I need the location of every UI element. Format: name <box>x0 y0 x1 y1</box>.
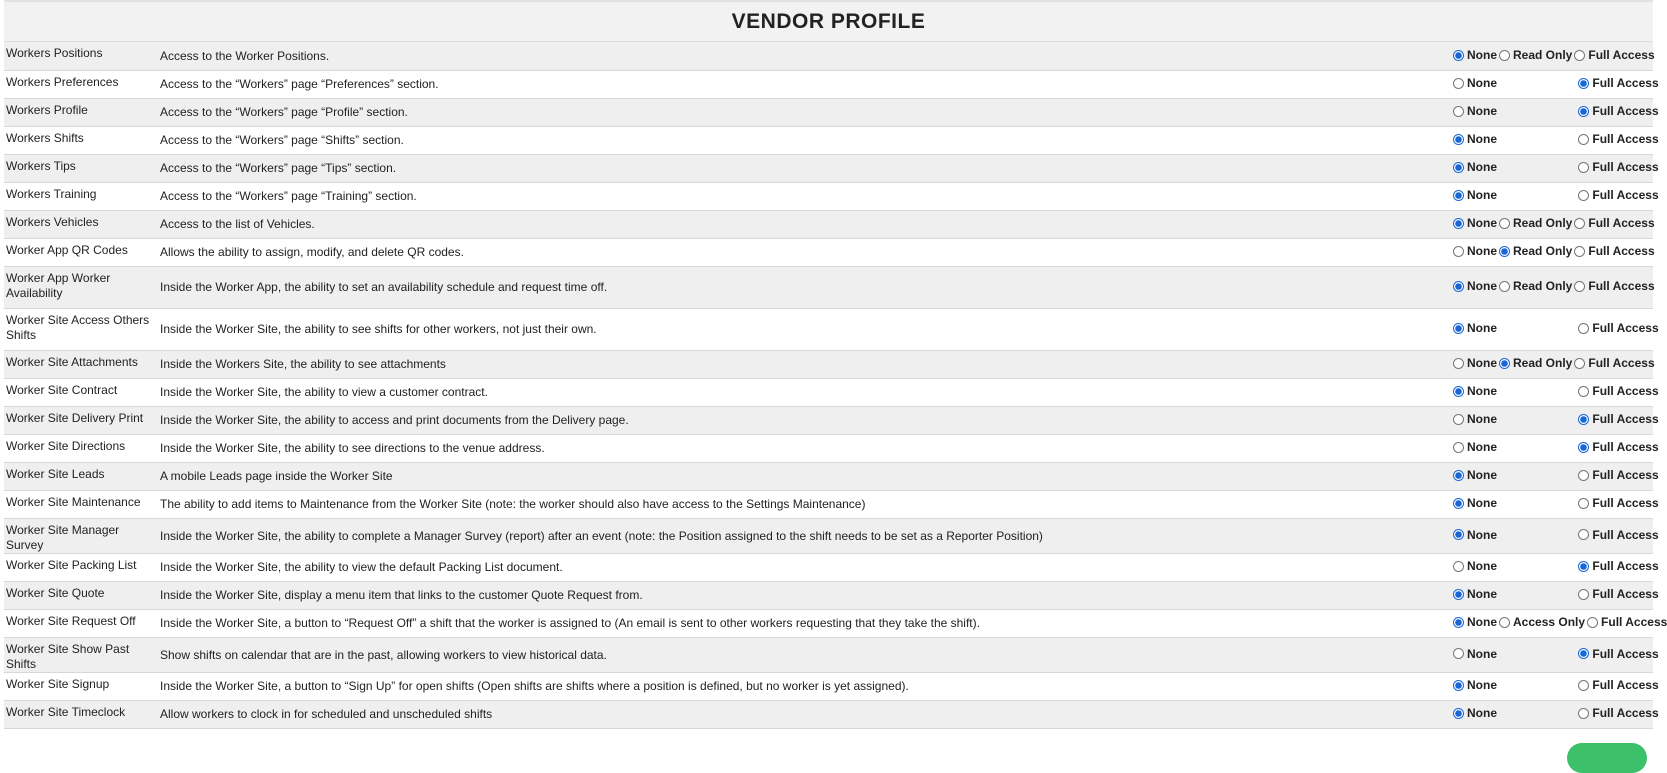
option-full-access[interactable] <box>1578 528 1658 542</box>
option-label: Full Access <box>1592 132 1659 147</box>
permission-description: Inside the Worker Site, a button to “Request Off” a shift that the worker is assigned to (An email is sent to other workers requesting that they take the shift). <box>160 616 980 630</box>
permission-options <box>1449 609 1667 637</box>
permission-row <box>4 126 1653 154</box>
option-full-access[interactable] <box>1578 321 1658 335</box>
permission-name: Workers Vehicles <box>6 214 99 229</box>
permission-name: Worker Site Signup <box>6 676 110 691</box>
radio-read-only[interactable] <box>1499 218 1510 229</box>
radio-full-access[interactable] <box>1578 648 1589 659</box>
permission-name: Workers Tips <box>6 158 76 173</box>
option-label: Full Access <box>1588 279 1655 294</box>
radio-full-access[interactable] <box>1574 50 1585 61</box>
option-none[interactable] <box>1453 528 1501 542</box>
radio-full-access[interactable] <box>1578 414 1589 425</box>
permission-description: Access to the “Workers” page “Shifts” section. <box>160 133 404 147</box>
radio-none[interactable] <box>1453 281 1464 292</box>
option-label: Full Access <box>1588 244 1655 259</box>
option-none[interactable] <box>1453 412 1501 426</box>
permissions-table <box>4 42 1667 729</box>
permission-description: Access to the “Workers” page “Training” section. <box>160 189 417 203</box>
radio-none[interactable] <box>1453 78 1464 89</box>
permission-description: Inside the Worker App, the ability to set an availability schedule and request time off. <box>160 280 608 294</box>
page-title: VENDOR PROFILE <box>731 9 926 33</box>
radio-full-access[interactable] <box>1578 708 1589 719</box>
permission-row <box>4 672 1653 700</box>
option-label: Full Access <box>1592 706 1659 721</box>
option-label: Access Only <box>1513 615 1586 630</box>
permission-options <box>1449 126 1659 154</box>
option-full-access[interactable] <box>1578 132 1658 146</box>
radio-full-access[interactable] <box>1587 617 1598 628</box>
permission-name: Workers Positions <box>6 46 103 60</box>
radio-full-access[interactable] <box>1574 281 1585 292</box>
option-full-access[interactable] <box>1574 356 1654 370</box>
option-label: None <box>1467 188 1497 203</box>
option-label: Full Access <box>1592 646 1659 661</box>
permission-description: Access to the “Workers” page “Tips” section. <box>160 161 397 175</box>
permission-description: Inside the Worker Site, the ability to view the default Packing List document. <box>160 560 563 574</box>
permission-row <box>4 700 1653 728</box>
option-label: Full Access <box>1592 321 1659 336</box>
radio-none[interactable] <box>1453 218 1464 229</box>
option-label: Full Access <box>1601 615 1667 630</box>
option-none[interactable] <box>1453 48 1497 62</box>
permission-description: Inside the Workers Site, the ability to see attachments <box>160 357 446 371</box>
radio-none[interactable] <box>1453 589 1464 600</box>
permission-options <box>1449 672 1659 700</box>
option-label: Full Access <box>1592 440 1659 455</box>
option-label: None <box>1467 48 1497 62</box>
option-label: Read Only <box>1513 279 1573 294</box>
permission-name: Worker Site Timeclock <box>6 704 126 719</box>
radio-full-access[interactable] <box>1578 529 1589 540</box>
option-label: None <box>1467 468 1497 483</box>
permission-row <box>4 266 1653 308</box>
permission-name: Worker Site Access Others Shifts <box>6 312 150 342</box>
permission-description: Inside the Worker Site, the ability to view a customer contract. <box>160 385 488 399</box>
permission-description: Inside the Worker Site, the ability to see shifts for other workers, not just their own. <box>160 322 597 336</box>
radio-read-only[interactable] <box>1499 358 1510 369</box>
permission-options <box>1449 581 1659 609</box>
option-label: Full Access <box>1592 678 1659 693</box>
radio-full-access[interactable] <box>1578 323 1589 334</box>
permission-options <box>1449 42 1653 70</box>
radio-none[interactable] <box>1453 386 1464 397</box>
permission-options <box>1449 637 1659 672</box>
permission-description: Access to the Worker Positions. <box>160 48 330 63</box>
option-none[interactable] <box>1453 216 1497 230</box>
radio-none[interactable] <box>1453 134 1464 145</box>
option-full-access[interactable] <box>1578 647 1658 661</box>
option-label: None <box>1467 356 1497 371</box>
radio-read-only[interactable] <box>1499 246 1510 257</box>
option-full-access[interactable] <box>1574 244 1654 258</box>
permission-row <box>4 154 1653 182</box>
option-label: None <box>1467 527 1497 542</box>
option-read-only[interactable] <box>1499 244 1572 258</box>
option-label: Full Access <box>1592 384 1659 399</box>
option-label: None <box>1467 412 1497 427</box>
radio-none[interactable] <box>1453 323 1464 334</box>
option-label: Full Access <box>1592 587 1659 602</box>
radio-none[interactable] <box>1453 498 1464 509</box>
permission-row <box>4 434 1653 462</box>
permission-options <box>1449 238 1653 266</box>
permission-options <box>1449 98 1659 126</box>
radio-full-access[interactable] <box>1574 358 1585 369</box>
option-read-only[interactable] <box>1499 356 1572 370</box>
chat-button[interactable] <box>1567 743 1647 773</box>
option-label: None <box>1467 132 1497 147</box>
option-none[interactable] <box>1453 496 1501 510</box>
permission-options <box>1449 462 1659 490</box>
option-full-access[interactable] <box>1578 706 1658 720</box>
option-none[interactable] <box>1453 132 1501 146</box>
permission-name: Worker Site Manager Survey <box>6 522 120 552</box>
permission-name: Worker Site Quote <box>6 585 105 600</box>
option-label: None <box>1467 321 1497 336</box>
option-label: None <box>1467 104 1497 119</box>
radio-none[interactable] <box>1453 190 1464 201</box>
permission-row <box>4 553 1653 581</box>
option-label: None <box>1467 646 1497 661</box>
permission-description: Inside the Worker Site, the ability to see directions to the venue address. <box>160 441 545 455</box>
permission-options <box>1449 182 1659 210</box>
permission-row <box>4 518 1653 553</box>
permission-name: Worker App Worker Availability <box>6 270 111 300</box>
radio-full-access[interactable] <box>1578 106 1589 117</box>
option-read-only[interactable] <box>1499 279 1572 293</box>
radio-none[interactable] <box>1453 648 1464 659</box>
option-none[interactable] <box>1453 647 1501 661</box>
option-label: Read Only <box>1513 48 1573 62</box>
permission-options <box>1449 210 1653 238</box>
option-label: Full Access <box>1588 216 1655 231</box>
option-full-access[interactable] <box>1574 216 1654 230</box>
radio-full-access[interactable] <box>1578 162 1589 173</box>
option-label: Full Access <box>1592 160 1659 175</box>
option-none[interactable] <box>1453 188 1501 202</box>
option-label: None <box>1467 384 1497 399</box>
option-none[interactable] <box>1453 678 1501 692</box>
option-label: None <box>1467 615 1497 630</box>
permission-description: Inside the Worker Site, the ability to complete a Manager Survey (report) after an event (note: the Position assigned to the shift needs to be set as a Reporter Position) <box>160 528 1043 543</box>
option-label: Full Access <box>1592 76 1659 91</box>
option-label: None <box>1467 706 1497 721</box>
title-bar <box>4 0 1653 42</box>
radio-none[interactable] <box>1453 529 1464 540</box>
radio-full-access[interactable] <box>1578 386 1589 397</box>
permission-name: Worker Site Attachments <box>6 354 138 369</box>
option-none[interactable] <box>1453 706 1501 720</box>
radio-read-only[interactable] <box>1499 281 1510 292</box>
option-label: Full Access <box>1588 48 1655 62</box>
radio-full-access[interactable] <box>1578 498 1589 509</box>
radio-none[interactable] <box>1453 246 1464 257</box>
permission-options <box>1449 553 1659 581</box>
permission-row <box>4 182 1653 210</box>
radio-none[interactable] <box>1453 708 1464 719</box>
radio-none[interactable] <box>1453 680 1464 691</box>
radio-none[interactable] <box>1453 561 1464 572</box>
permission-row <box>4 70 1653 98</box>
option-label: Full Access <box>1592 104 1659 119</box>
permission-name: Worker Site Leads <box>6 466 105 481</box>
option-none[interactable] <box>1453 384 1501 398</box>
option-none[interactable] <box>1453 321 1501 335</box>
permission-options <box>1449 350 1653 378</box>
option-none[interactable] <box>1453 615 1497 629</box>
vendor-profile-page <box>4 0 1667 754</box>
permission-row <box>4 238 1653 266</box>
radio-access-only[interactable] <box>1499 617 1510 628</box>
permission-row <box>4 350 1653 378</box>
permission-options <box>1449 266 1653 308</box>
radio-none[interactable] <box>1453 162 1464 173</box>
option-none[interactable] <box>1453 160 1501 174</box>
option-none[interactable] <box>1453 559 1501 573</box>
option-label: None <box>1467 279 1497 294</box>
permission-description: Allow workers to clock in for scheduled and unscheduled shifts <box>160 707 493 721</box>
radio-full-access[interactable] <box>1578 561 1589 572</box>
option-none[interactable] <box>1453 244 1497 258</box>
permission-description: Show shifts on calendar that are in the past, allowing workers to view historical data. <box>160 647 607 662</box>
permission-row <box>4 581 1653 609</box>
option-none[interactable] <box>1453 356 1497 370</box>
permission-options <box>1449 308 1659 350</box>
radio-none[interactable] <box>1453 414 1464 425</box>
option-label: None <box>1467 244 1497 259</box>
permission-row <box>4 42 1653 70</box>
option-full-access[interactable] <box>1578 76 1658 90</box>
option-full-access[interactable] <box>1578 160 1658 174</box>
permission-options <box>1449 70 1659 98</box>
radio-full-access[interactable] <box>1578 470 1589 481</box>
radio-none[interactable] <box>1453 50 1464 61</box>
permission-options <box>1449 406 1659 434</box>
permission-description: Inside the Worker Site, a button to “Sign Up” for open shifts (Open shifts are shifts where a position is defined, but no worker is yet assigned). <box>160 679 909 693</box>
radio-read-only[interactable] <box>1499 50 1510 61</box>
radio-full-access[interactable] <box>1574 246 1585 257</box>
option-label: None <box>1467 496 1497 511</box>
option-label: Full Access <box>1592 527 1659 542</box>
permission-name: Workers Profile <box>6 102 88 117</box>
option-full-access[interactable] <box>1578 384 1658 398</box>
option-read-only[interactable] <box>1499 48 1572 62</box>
option-full-access[interactable] <box>1587 615 1667 629</box>
permission-row <box>4 406 1653 434</box>
option-label: None <box>1467 76 1497 91</box>
option-full-access[interactable] <box>1578 104 1658 118</box>
option-label: None <box>1467 216 1497 231</box>
permission-description: A mobile Leads page inside the Worker Site <box>160 469 393 483</box>
option-full-access[interactable] <box>1574 48 1654 62</box>
radio-full-access[interactable] <box>1578 78 1589 89</box>
option-label: Full Access <box>1592 496 1659 511</box>
permission-description: Access to the “Workers” page “Preferences” section. <box>160 77 439 91</box>
permission-row <box>4 609 1653 637</box>
radio-full-access[interactable] <box>1578 442 1589 453</box>
permission-name: Worker Site Contract <box>6 382 118 397</box>
option-full-access[interactable] <box>1574 279 1654 293</box>
permission-name: Worker Site Maintenance <box>6 494 141 509</box>
option-label: Full Access <box>1592 559 1659 574</box>
option-none[interactable] <box>1453 279 1497 293</box>
option-full-access[interactable] <box>1578 496 1658 510</box>
option-none[interactable] <box>1453 76 1501 90</box>
radio-full-access[interactable] <box>1578 190 1589 201</box>
permission-row <box>4 462 1653 490</box>
option-none[interactable] <box>1453 468 1501 482</box>
radio-full-access[interactable] <box>1578 680 1589 691</box>
permission-row <box>4 637 1653 672</box>
option-full-access[interactable] <box>1578 468 1658 482</box>
option-label: Full Access <box>1592 412 1659 427</box>
permission-options <box>1449 700 1659 728</box>
permission-description: Access to the list of Vehicles. <box>160 217 315 231</box>
permission-name: Workers Shifts <box>6 130 84 145</box>
permission-description: Allows the ability to assign, modify, and delete QR codes. <box>160 245 464 259</box>
option-label: Read Only <box>1513 216 1573 231</box>
permission-row <box>4 308 1653 350</box>
permission-name: Worker App QR Codes <box>6 242 128 257</box>
option-full-access[interactable] <box>1578 559 1658 573</box>
option-label: Full Access <box>1588 356 1655 371</box>
permission-name: Workers Preferences <box>6 74 119 89</box>
permission-row <box>4 490 1653 518</box>
permission-options <box>1449 518 1659 553</box>
permission-description: The ability to add items to Maintenance from the Worker Site (note: the worker should also have access to the Settings Maintenance) <box>160 497 866 511</box>
option-label: None <box>1467 678 1497 693</box>
option-label: None <box>1467 587 1497 602</box>
radio-full-access[interactable] <box>1574 218 1585 229</box>
radio-full-access[interactable] <box>1578 589 1589 600</box>
option-access-only[interactable] <box>1499 615 1585 629</box>
option-label: None <box>1467 160 1497 175</box>
radio-none[interactable] <box>1453 442 1464 453</box>
permission-options <box>1449 490 1659 518</box>
option-label: Full Access <box>1592 188 1659 203</box>
option-read-only[interactable] <box>1499 216 1572 230</box>
permission-row <box>4 378 1653 406</box>
radio-none[interactable] <box>1453 470 1464 481</box>
permission-name: Workers Training <box>6 186 97 201</box>
permission-row <box>4 98 1653 126</box>
radio-none[interactable] <box>1453 106 1464 117</box>
option-label: Full Access <box>1592 468 1659 483</box>
option-full-access[interactable] <box>1578 440 1658 454</box>
permission-description: Inside the Worker Site, display a menu item that links to the customer Quote Request from. <box>160 588 643 602</box>
permission-options <box>1449 154 1659 182</box>
permission-name: Worker Site Directions <box>6 438 126 453</box>
radio-none[interactable] <box>1453 617 1464 628</box>
option-full-access[interactable] <box>1578 678 1658 692</box>
permission-description: Access to the “Workers” page “Profile” section. <box>160 105 408 119</box>
option-none[interactable] <box>1453 104 1501 118</box>
radio-none[interactable] <box>1453 358 1464 369</box>
option-full-access[interactable] <box>1578 188 1658 202</box>
radio-full-access[interactable] <box>1578 134 1589 145</box>
option-none[interactable] <box>1453 587 1501 601</box>
option-label: Read Only <box>1513 244 1573 259</box>
option-label: None <box>1467 559 1497 574</box>
permission-name: Worker Site Request Off <box>6 613 136 628</box>
option-full-access[interactable] <box>1578 412 1658 426</box>
permission-row <box>4 210 1653 238</box>
option-full-access[interactable] <box>1578 587 1658 601</box>
option-label: Read Only <box>1513 356 1573 371</box>
permission-name: Worker Site Packing List <box>6 557 137 572</box>
option-none[interactable] <box>1453 440 1501 454</box>
permission-options <box>1449 434 1659 462</box>
option-label: None <box>1467 440 1497 455</box>
permission-options <box>1449 378 1659 406</box>
permission-name: Worker Site Delivery Print <box>6 410 144 425</box>
permission-description: Inside the Worker Site, the ability to access and print documents from the Delivery page. <box>160 413 629 427</box>
permission-name: Worker Site Show Past Shifts <box>6 641 130 671</box>
